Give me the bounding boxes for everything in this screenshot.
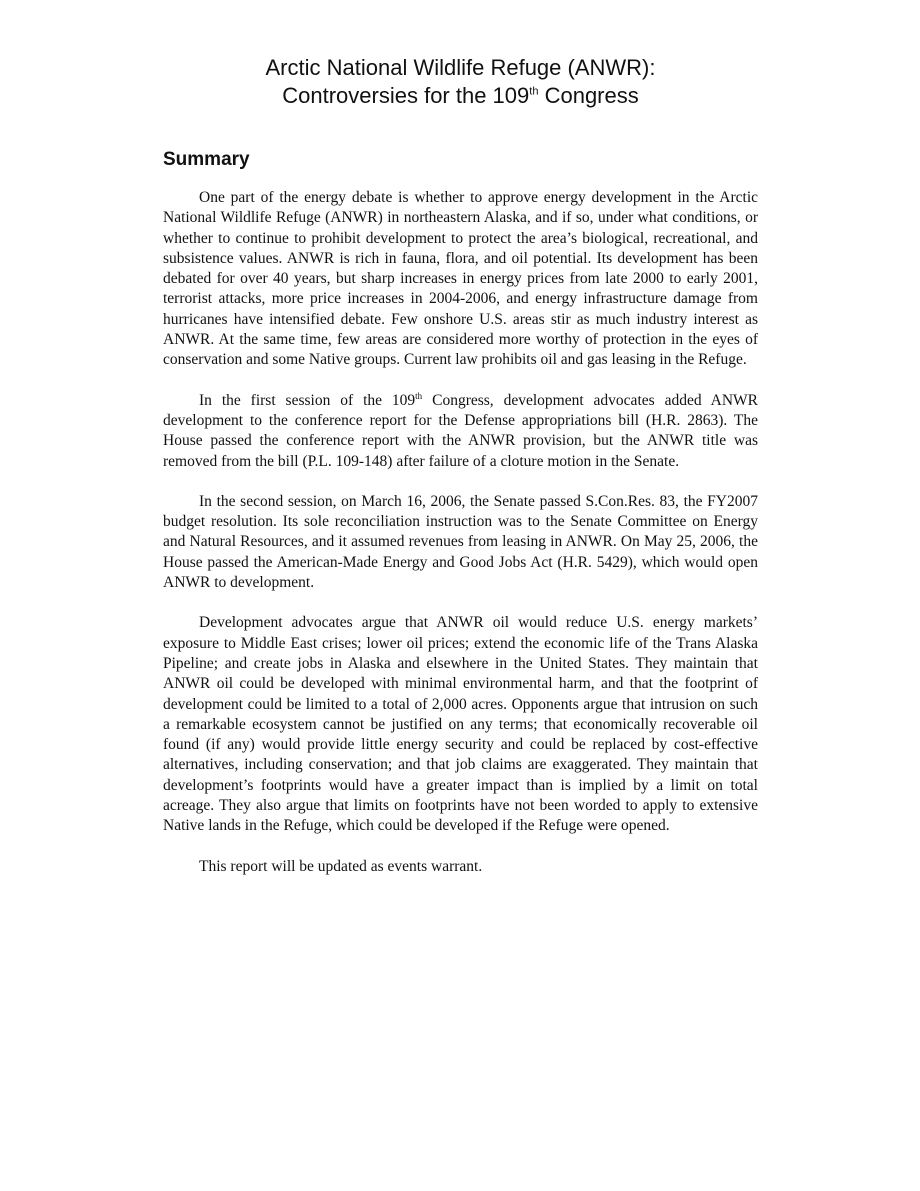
summary-paragraph-5: This report will be updated as events warrant. — [199, 857, 483, 875]
paragraph-2-prefix: In the first session of the 109 — [199, 391, 416, 409]
document-page — [163, 54, 758, 877]
summary-paragraph-4: Development advocates argue that ANWR oil would reduce U.S. energy markets’ exposure to Middle East crises; lower oil prices; extend the economic life of the Trans Alaska Pipeline; and create jobs in Alaska and elsewhere in the United States. They maintain that ANWR oil could be developed with minimal environmental harm, and that the footprint of development could be limited to a total of 2,000 acres. Opponents argue that intrusion on such a remarkable ecosystem cannot be justified on any terms; that economically recoverable oil found (if any) would provide little energy security and could be replaced by cost-effective alternatives, including conservation; and that job claims are exaggerated. They maintain that development’s footprints would have a greater impact than is implied by a limit on total acreage. They also argue that limits on footprints have not been worded to apply to extensive Native lands in the Refuge, which could be developed if the Refuge were opened. — [163, 614, 758, 835]
summary-heading: Summary — [163, 149, 250, 170]
title-line-1: Arctic National Wildlife Refuge (ANWR): — [265, 55, 656, 80]
summary-paragraph-3: In the second session, on March 16, 2006, the Senate passed S.Con.Res. 83, the FY2007 budget resolution. Its sole reconciliation instruction was to the Senate Committee on Energy and Natural Resources, and it assumed revenues from leasing in ANWR. On May 25, 2006, the House passed the American-Made Energy and Good Jobs Act (H.R. 5429), which would open ANWR to development. — [163, 492, 758, 592]
paragraph-2-superscript: th — [415, 390, 423, 401]
paragraph-2-suffix: Congress, development advocates added ANWR development to the conference report for the Defense appropriations bill (H.R. 2863). The House passed the conference report with the ANWR provision, but the ANWR title was removed from the bill (P.L. 109-148) after failure of a cloture motion in the Senate. — [163, 391, 758, 470]
summary-paragraph-1: One part of the energy debate is whether to approve energy development in the Arctic National Wildlife Refuge (ANWR) in northeastern Alaska, and if so, under what conditions, or whether to continue to prohibit development to protect the area’s biological, recreational, and subsistence values. ANWR is rich in fauna, flora, and oil potential. Its development has been debated for over 40 years, but sharp increases in energy prices from late 2000 to early 2001, terrorist attacks, more price increases in 2004-2006, and energy infrastructure damage from hurricanes have intensified debate. Few onshore U.S. areas stir as much industry interest as ANWR. At the same time, few areas are considered more worthy of protection in the eyes of conservation and some Native groups. Current law prohibits oil and gas leasing in the Refuge. — [163, 189, 758, 369]
title-superscript: th — [529, 85, 539, 98]
title-line-2-prefix: Controversies for the 109 — [282, 83, 530, 108]
title-line-2-suffix: Congress — [538, 83, 639, 108]
report-title — [163, 54, 758, 110]
summary-paragraph-2 — [163, 391, 758, 472]
title-line-2 — [282, 83, 639, 108]
